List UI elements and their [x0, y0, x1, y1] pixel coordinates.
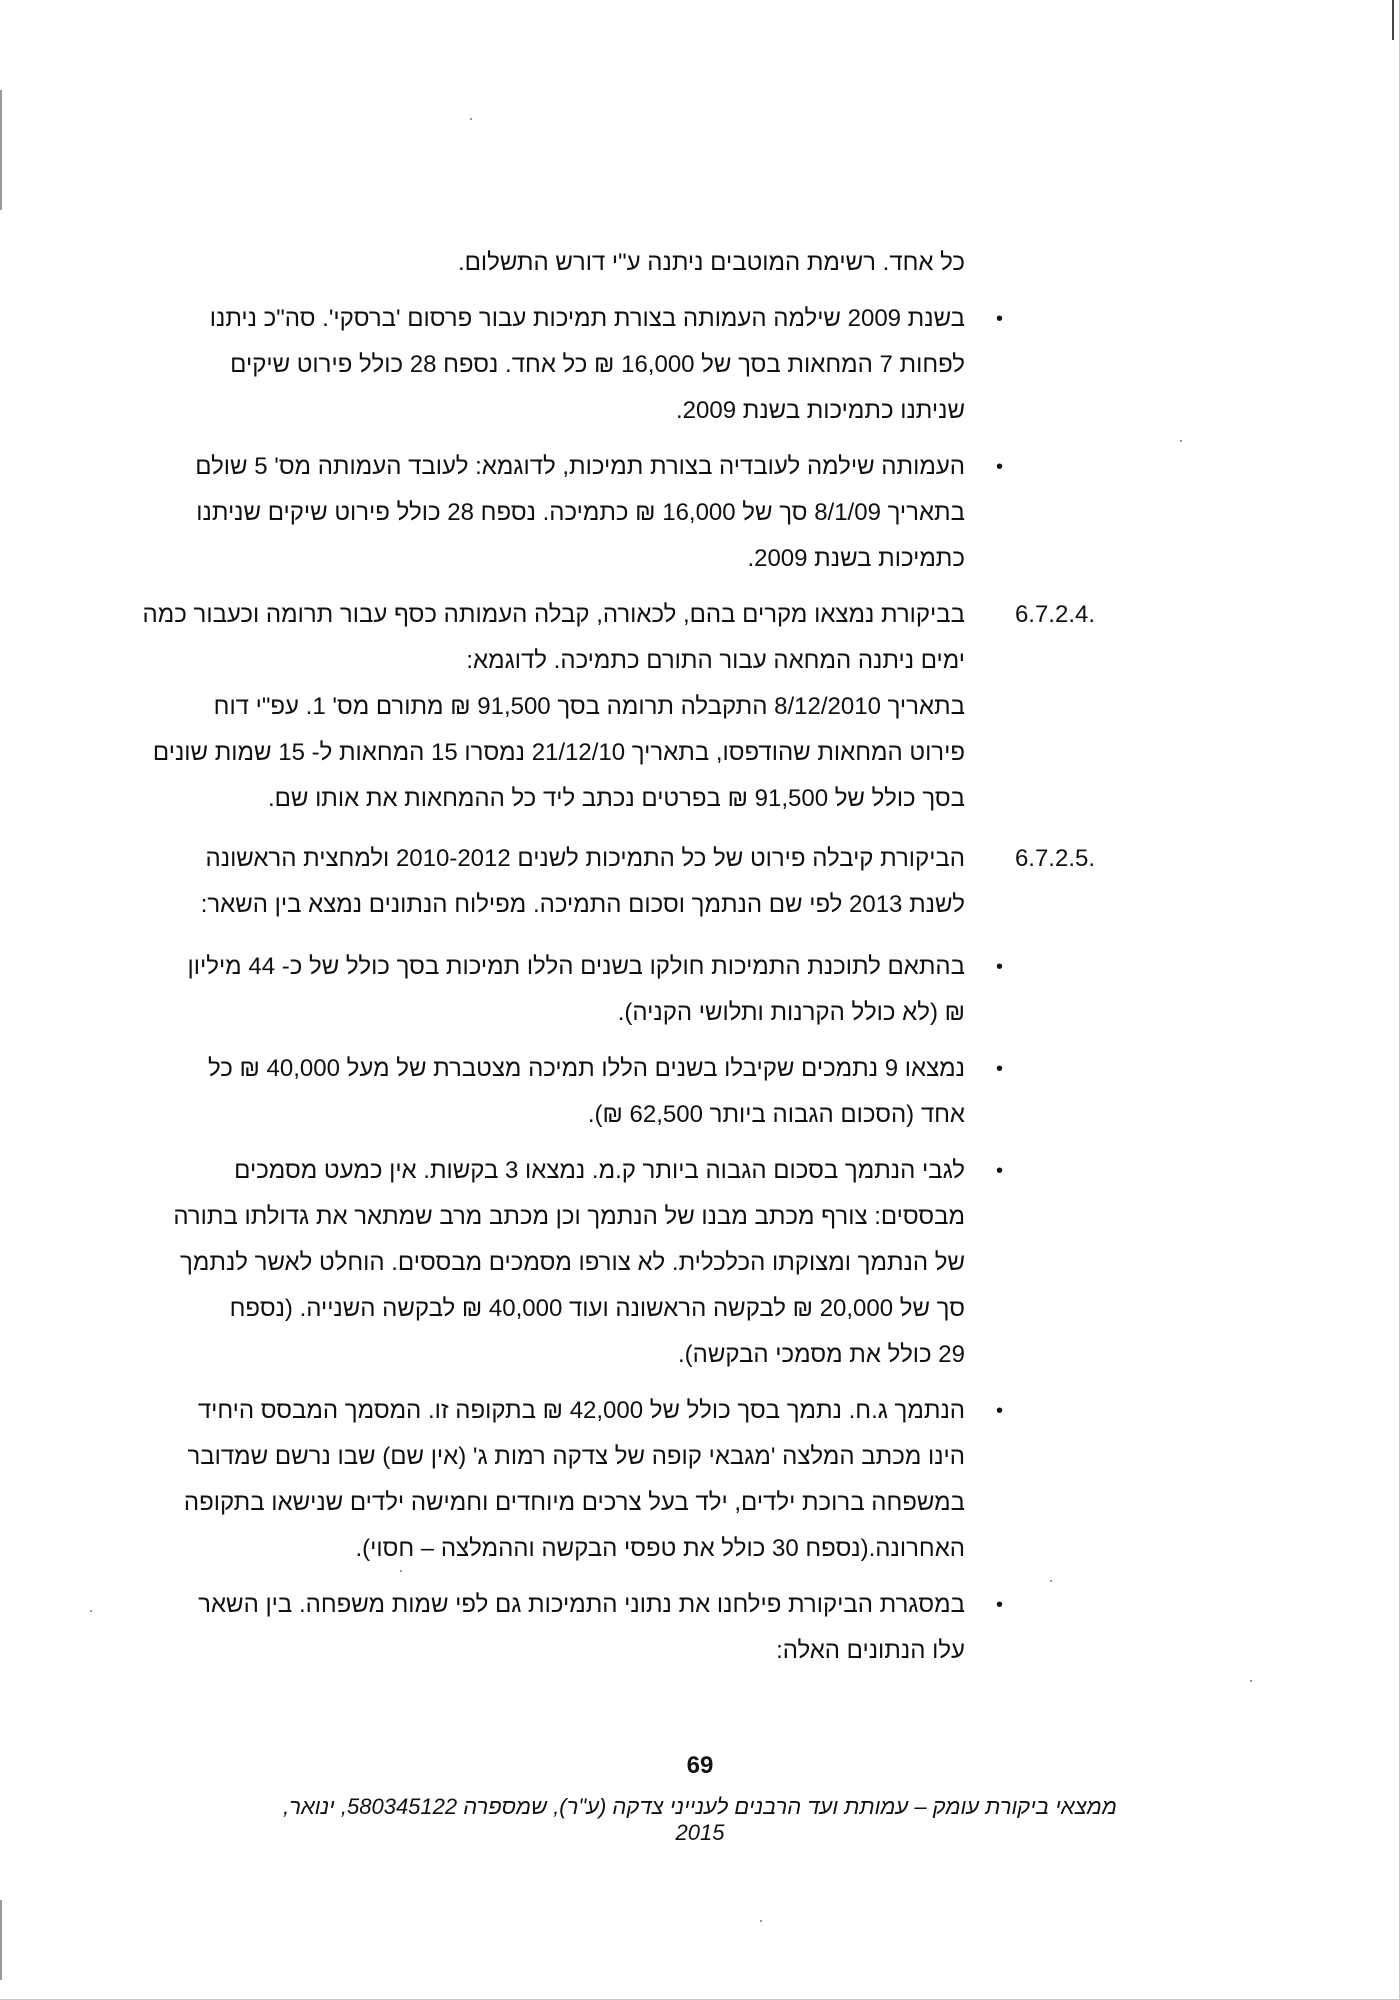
text-line: מבססים: צורף מכתב מבנו של הנתמך וכן מכתב מרב שמתאר את גדולתו בתורה — [173, 1203, 965, 1230]
text-line: בתאריך 8/12/2010 התקבלה תרומה בסך 91,500 ₪ מתורם מס' 1. עפ"י דוח — [213, 693, 965, 720]
text-line: פירוט המחאות שהודפסו, בתאריך 21/12/10 נמסרו 15 המחאות ל- 15 שמות שונים — [152, 739, 965, 766]
text-line: במשפחה ברוכת ילדים, ילד בעל צרכים מיוחדים וחמישה ילדים שנישאו בתקופה — [183, 1489, 965, 1516]
scan-speck — [470, 118, 472, 120]
section-number: 6.7.2.5. — [1014, 845, 1095, 872]
scan-speck — [1050, 1580, 1052, 1582]
bullet-item — [135, 1148, 1003, 1378]
text-line: הינו מכתב המלצה 'מגבאי קופה של צדקה רמות ג' (אין שם) שבו נרשם שמדובר — [187, 1443, 965, 1470]
text-line: עלו הנתונים האלה: — [776, 1637, 965, 1664]
bullet-item — [135, 1046, 1003, 1138]
bullet-icon: • — [995, 456, 1003, 478]
text-line: בביקורת נמצאו מקרים בהם, לכאורה, קבלה העמותה כסף עבור תרומה וכעבור כמה — [142, 601, 965, 628]
text-line: 29 כולל את מסמכי הבקשה). — [678, 1341, 965, 1368]
bullet-icon: • — [995, 1400, 1003, 1422]
page-number: 69 — [686, 1752, 714, 1779]
text-line: העמותה שילמה לעובדיה בצורת תמיכות, לדוגמא: לעובד העמותה מס' 5 שולם — [195, 453, 965, 480]
text-line: סך של 20,000 ₪ לבקשה הראשונה ועוד 40,000 ₪ לבקשה השנייה. (נספח — [229, 1295, 965, 1322]
text-line: של הנתמך ומצוקתו הכלכלית. לא צורפו מסמכים מבססים. הוחלט לאשר לנתמך — [180, 1249, 965, 1276]
document-body — [135, 240, 1095, 1674]
scan-speck — [1250, 1680, 1252, 1682]
scan-speck — [1180, 440, 1182, 442]
text-line: שניתנו כתמיכות בשנת 2009. — [676, 397, 965, 424]
text-line: לפחות 7 המחאות בסך של 16,000 ₪ כל אחד. נספח 28 כולל פירוט שיקים — [230, 351, 965, 378]
bullet-icon: • — [995, 1058, 1003, 1080]
bullet-item — [135, 1388, 1003, 1572]
text-line: נמצאו 9 נתמכים שקיבלו בשנים הללו תמיכה מצטברת של מעל 40,000 ₪ כל — [208, 1055, 965, 1082]
scan-edge-mark — [1392, 0, 1394, 40]
bullet-item — [135, 444, 1003, 582]
scan-speck — [400, 1570, 402, 1572]
section-6-7-2-5 — [135, 836, 1095, 928]
bullet-icon: • — [995, 1160, 1003, 1182]
text-line: הביקורת קיבלה פירוט של כל התמיכות לשנים 2010-2012 ולמחצית הראשונה — [205, 845, 965, 872]
bullet-icon: • — [995, 956, 1003, 978]
text-line: אחד (הסכום הגבוה ביותר 62,500 ₪). — [587, 1101, 965, 1128]
scan-speck — [90, 1610, 92, 1612]
text-line: בהתאם לתוכנת התמיכות חולקו בשנים הללו תמיכות בסך כולל של כ- 44 מיליון — [187, 953, 965, 980]
scan-edge-mark — [0, 1900, 2, 1980]
text-line: במסגרת הביקורת פילחנו את נתוני התמיכות גם לפי שמות משפחה. בין השאר — [198, 1591, 965, 1618]
scan-speck — [760, 1920, 762, 1922]
bullet-icon: • — [995, 1594, 1003, 1616]
footer-caption: ממצאי ביקורת עומק – עמותת ועד הרבנים לענייני צדקה (ע"ר), שמספרה 580345122, ינואר, 2015 — [283, 1794, 1117, 1845]
text-line: האחרונה.(נספח 30 כולל את טפסי הבקשה וההמלצה – חסוי). — [355, 1535, 965, 1562]
text-line: לשנת 2013 לפי שם הנתמך וסכום התמיכה. מפילוח הנתונים נמצא בין השאר: — [200, 891, 965, 918]
text-line: בסך כולל של 91,500 ₪ בפרטים נכתב ליד כל ההמחאות את אותו שם. — [267, 785, 965, 812]
text-line: ימים ניתנה המחאה עבור התורם כתמיכה. לדוגמא: — [466, 647, 965, 674]
bullet-item — [135, 1582, 1003, 1674]
bullet-item — [135, 944, 1003, 1036]
text-line: הנתמך ג.ח. נתמך בסך כולל של 42,000 ₪ בתקופה זו. המסמך המבסס היחיד — [197, 1397, 965, 1424]
text-line: בשנת 2009 שילמה העמותה בצורת תמיכות עבור פרסום 'ברסקי'. סה"כ ניתנו — [209, 305, 965, 332]
text-line: לגבי הנתמך בסכום הגבוה ביותר ק.מ. נמצאו 3 בקשות. אין כמעט מסמכים — [234, 1157, 965, 1184]
section-6-7-2-4 — [135, 592, 1095, 822]
text-line: ₪ (לא כולל הקרנות ותלושי הקניה). — [617, 999, 965, 1026]
intro-line: כל אחד. רשימת המוטבים ניתנה ע"י דורש התשלום. — [457, 249, 965, 276]
bullet-item — [135, 296, 1003, 434]
text-line: כתמיכות בשנת 2009. — [747, 545, 965, 572]
text-line: בתאריך 8/1/09 סך של 16,000 ₪ כתמיכה. נספח 28 כולל פירוט שיקים שניתנו — [196, 499, 965, 526]
bullet-icon: • — [995, 308, 1003, 330]
scan-edge-mark — [0, 90, 2, 210]
section-number: 6.7.2.4. — [1014, 601, 1095, 628]
